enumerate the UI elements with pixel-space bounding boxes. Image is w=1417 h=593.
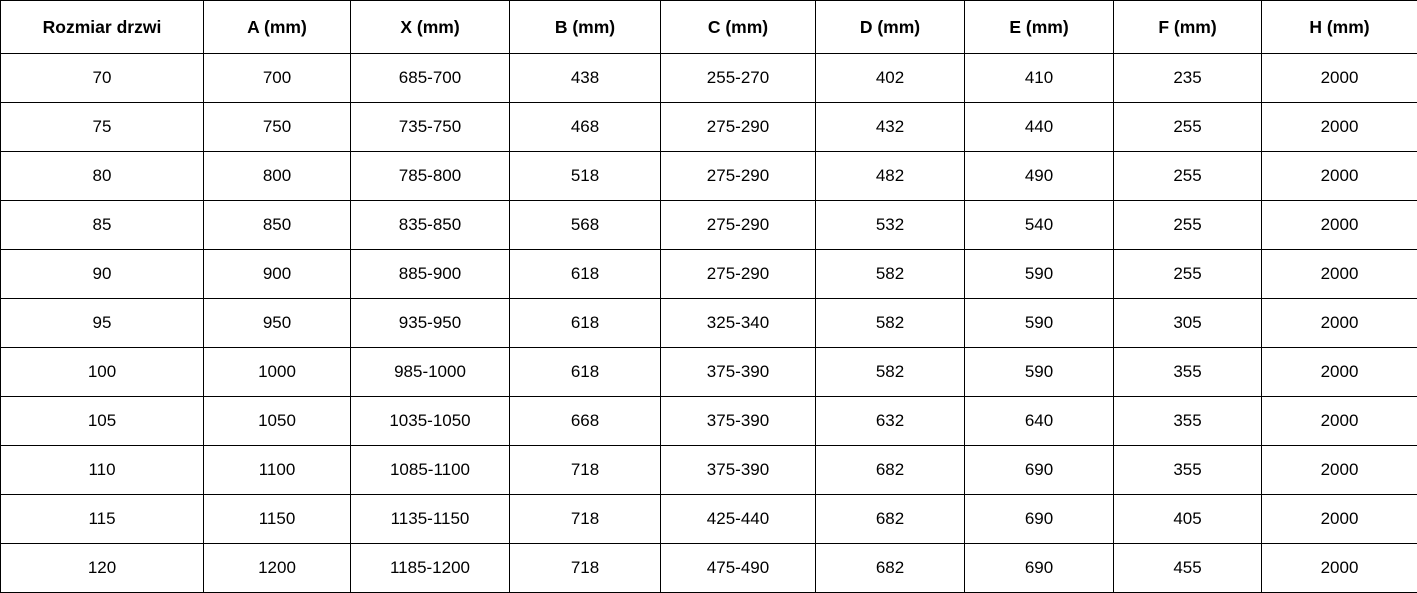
cell-c: 375-390 xyxy=(661,446,816,495)
cell-h: 2000 xyxy=(1262,250,1417,299)
cell-x: 935-950 xyxy=(351,299,510,348)
cell-d: 682 xyxy=(816,544,965,593)
table-row xyxy=(1,103,1417,152)
cell-b: 438 xyxy=(510,54,661,103)
cell-h: 2000 xyxy=(1262,495,1417,544)
cell-b: 618 xyxy=(510,250,661,299)
cell-d: 682 xyxy=(816,446,965,495)
cell-door-size: 75 xyxy=(1,103,204,152)
cell-d: 582 xyxy=(816,250,965,299)
cell-c: 425-440 xyxy=(661,495,816,544)
cell-d: 582 xyxy=(816,348,965,397)
table-row xyxy=(1,495,1417,544)
cell-x: 835-850 xyxy=(351,201,510,250)
cell-h: 2000 xyxy=(1262,544,1417,593)
cell-a: 800 xyxy=(204,152,351,201)
cell-d: 582 xyxy=(816,299,965,348)
table-header-row xyxy=(1,1,1417,54)
table-row xyxy=(1,54,1417,103)
cell-b: 468 xyxy=(510,103,661,152)
cell-e: 440 xyxy=(965,103,1114,152)
cell-x: 785-800 xyxy=(351,152,510,201)
column-header-c: C (mm) xyxy=(661,1,816,54)
table-row xyxy=(1,348,1417,397)
cell-a: 1150 xyxy=(204,495,351,544)
cell-c: 475-490 xyxy=(661,544,816,593)
cell-f: 355 xyxy=(1114,397,1262,446)
cell-c: 375-390 xyxy=(661,348,816,397)
cell-h: 2000 xyxy=(1262,54,1417,103)
cell-h: 2000 xyxy=(1262,348,1417,397)
cell-c: 275-290 xyxy=(661,201,816,250)
cell-b: 718 xyxy=(510,544,661,593)
cell-c: 275-290 xyxy=(661,250,816,299)
cell-door-size: 120 xyxy=(1,544,204,593)
cell-x: 985-1000 xyxy=(351,348,510,397)
cell-f: 255 xyxy=(1114,201,1262,250)
cell-e: 690 xyxy=(965,446,1114,495)
cell-f: 355 xyxy=(1114,446,1262,495)
table-row xyxy=(1,250,1417,299)
cell-d: 402 xyxy=(816,54,965,103)
cell-e: 690 xyxy=(965,495,1114,544)
cell-d: 632 xyxy=(816,397,965,446)
cell-door-size: 85 xyxy=(1,201,204,250)
cell-a: 1050 xyxy=(204,397,351,446)
cell-door-size: 70 xyxy=(1,54,204,103)
cell-a: 1000 xyxy=(204,348,351,397)
column-header-e: E (mm) xyxy=(965,1,1114,54)
table-body xyxy=(1,54,1417,593)
cell-a: 1100 xyxy=(204,446,351,495)
cell-c: 275-290 xyxy=(661,152,816,201)
table-row xyxy=(1,544,1417,593)
cell-f: 255 xyxy=(1114,152,1262,201)
cell-d: 532 xyxy=(816,201,965,250)
cell-h: 2000 xyxy=(1262,446,1417,495)
cell-door-size: 90 xyxy=(1,250,204,299)
cell-x: 685-700 xyxy=(351,54,510,103)
cell-b: 518 xyxy=(510,152,661,201)
cell-a: 1200 xyxy=(204,544,351,593)
cell-b: 568 xyxy=(510,201,661,250)
cell-door-size: 115 xyxy=(1,495,204,544)
cell-a: 750 xyxy=(204,103,351,152)
cell-b: 618 xyxy=(510,348,661,397)
column-header-d: D (mm) xyxy=(816,1,965,54)
cell-e: 590 xyxy=(965,348,1114,397)
cell-f: 355 xyxy=(1114,348,1262,397)
table-header xyxy=(1,1,1417,54)
cell-a: 850 xyxy=(204,201,351,250)
cell-b: 668 xyxy=(510,397,661,446)
cell-f: 255 xyxy=(1114,250,1262,299)
column-header-x: X (mm) xyxy=(351,1,510,54)
cell-f: 255 xyxy=(1114,103,1262,152)
cell-c: 325-340 xyxy=(661,299,816,348)
column-header-a: A (mm) xyxy=(204,1,351,54)
table-row xyxy=(1,446,1417,495)
cell-b: 718 xyxy=(510,495,661,544)
cell-door-size: 105 xyxy=(1,397,204,446)
cell-a: 950 xyxy=(204,299,351,348)
cell-door-size: 100 xyxy=(1,348,204,397)
cell-b: 718 xyxy=(510,446,661,495)
cell-x: 1185-1200 xyxy=(351,544,510,593)
cell-door-size: 110 xyxy=(1,446,204,495)
table-row xyxy=(1,299,1417,348)
cell-x: 735-750 xyxy=(351,103,510,152)
cell-door-size: 95 xyxy=(1,299,204,348)
cell-x: 1085-1100 xyxy=(351,446,510,495)
cell-d: 482 xyxy=(816,152,965,201)
cell-h: 2000 xyxy=(1262,397,1417,446)
column-header-h: H (mm) xyxy=(1262,1,1417,54)
table-row xyxy=(1,152,1417,201)
cell-f: 455 xyxy=(1114,544,1262,593)
table-row xyxy=(1,397,1417,446)
cell-e: 690 xyxy=(965,544,1114,593)
cell-c: 255-270 xyxy=(661,54,816,103)
cell-h: 2000 xyxy=(1262,103,1417,152)
cell-a: 900 xyxy=(204,250,351,299)
column-header-f: F (mm) xyxy=(1114,1,1262,54)
cell-f: 305 xyxy=(1114,299,1262,348)
cell-e: 540 xyxy=(965,201,1114,250)
cell-e: 640 xyxy=(965,397,1114,446)
column-header-door-size: Rozmiar drzwi xyxy=(1,1,204,54)
cell-b: 618 xyxy=(510,299,661,348)
cell-x: 1035-1050 xyxy=(351,397,510,446)
cell-e: 590 xyxy=(965,299,1114,348)
cell-d: 432 xyxy=(816,103,965,152)
column-header-b: B (mm) xyxy=(510,1,661,54)
cell-d: 682 xyxy=(816,495,965,544)
cell-e: 410 xyxy=(965,54,1114,103)
cell-c: 275-290 xyxy=(661,103,816,152)
cell-door-size: 80 xyxy=(1,152,204,201)
cell-a: 700 xyxy=(204,54,351,103)
cell-x: 1135-1150 xyxy=(351,495,510,544)
cell-h: 2000 xyxy=(1262,201,1417,250)
cell-h: 2000 xyxy=(1262,299,1417,348)
cell-c: 375-390 xyxy=(661,397,816,446)
cell-e: 490 xyxy=(965,152,1114,201)
cell-f: 235 xyxy=(1114,54,1262,103)
table-row xyxy=(1,201,1417,250)
cell-e: 590 xyxy=(965,250,1114,299)
cell-x: 885-900 xyxy=(351,250,510,299)
cell-h: 2000 xyxy=(1262,152,1417,201)
cell-f: 405 xyxy=(1114,495,1262,544)
